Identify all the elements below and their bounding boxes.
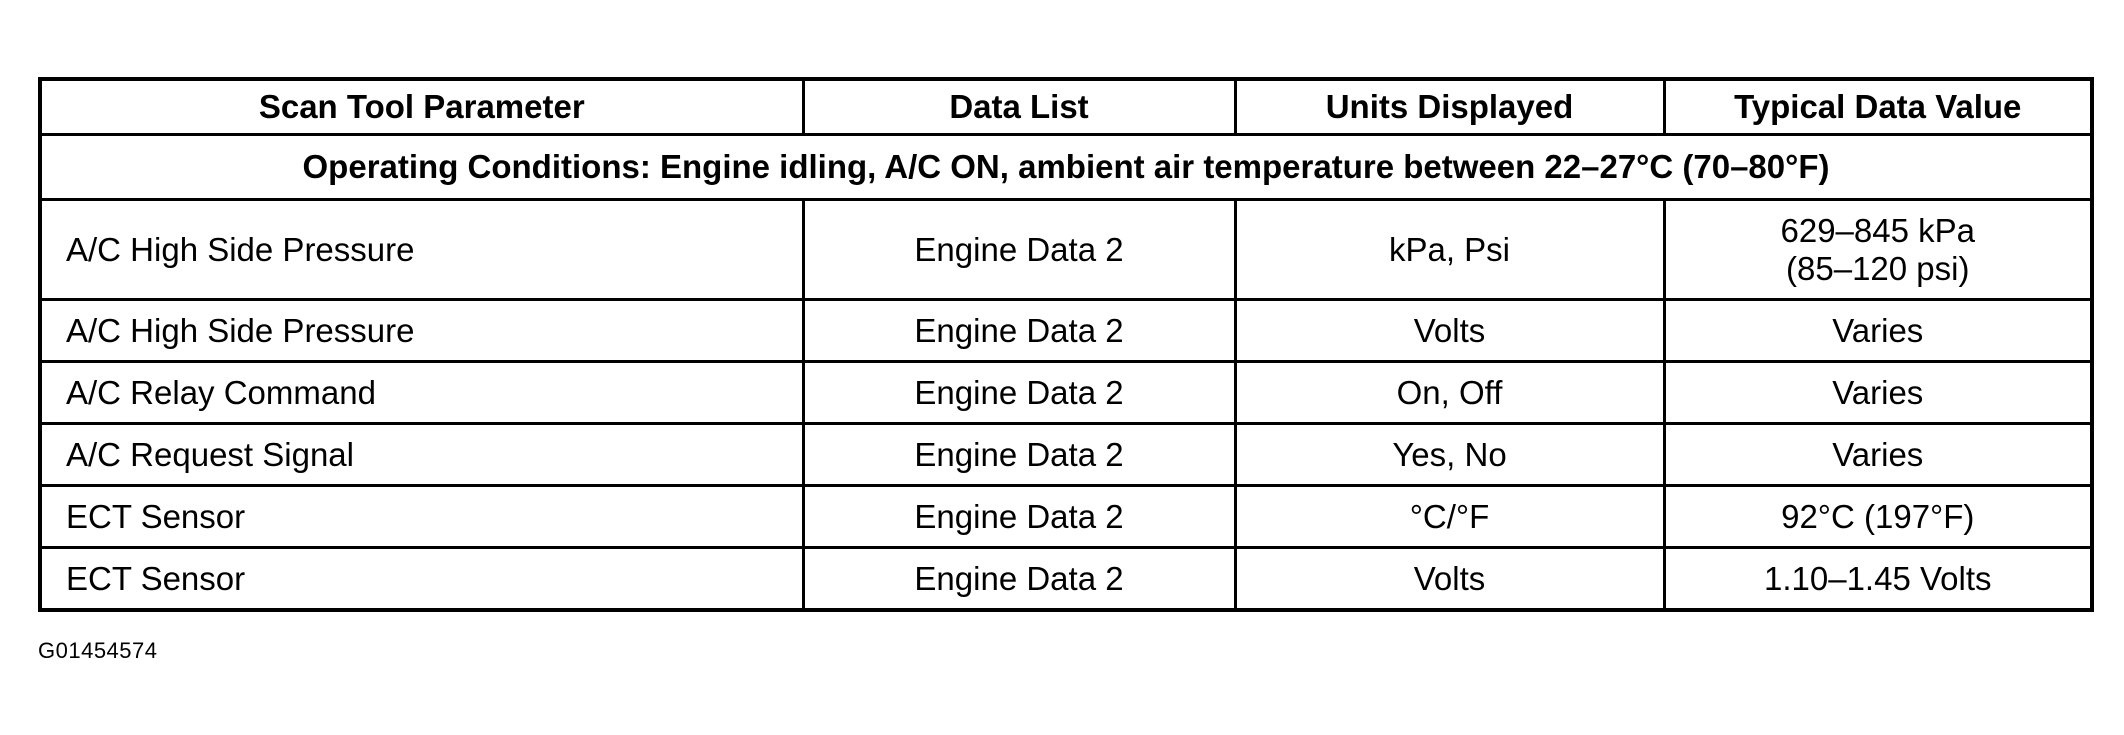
scan-tool-data-table (38, 77, 2094, 612)
table-row (40, 486, 2092, 548)
typical-value-line-2: (85–120 psi) (1786, 249, 1970, 287)
units-cell: Volts (1235, 548, 1664, 611)
table-row (40, 300, 2092, 362)
table-row (40, 424, 2092, 486)
header-data-list: Data List (803, 79, 1235, 135)
units-cell: °C/°F (1235, 486, 1664, 548)
typical-value-cell: 1.10–1.45 Volts (1664, 548, 2092, 611)
parameter-cell: ECT Sensor (40, 548, 803, 611)
table-row (40, 548, 2092, 611)
typical-value-cell: 92°C (197°F) (1664, 486, 2092, 548)
typical-value-cell: Varies (1664, 424, 2092, 486)
header-scan-tool-parameter: Scan Tool Parameter (40, 79, 803, 135)
table-body (40, 135, 2092, 611)
typical-value-line-1: 629–845 kPa (1780, 211, 1975, 249)
table-row (40, 200, 2092, 300)
parameter-cell: A/C High Side Pressure (40, 200, 803, 300)
data-list-cell: Engine Data 2 (803, 200, 1235, 300)
typical-value-cell: Varies (1664, 362, 2092, 424)
parameter-cell: ECT Sensor (40, 486, 803, 548)
figure-id: G01454574 (38, 638, 158, 663)
table-row (40, 362, 2092, 424)
header-row (40, 79, 2092, 135)
data-list-cell: Engine Data 2 (803, 548, 1235, 611)
table-header (40, 79, 2092, 135)
operating-conditions-row (40, 135, 2092, 200)
data-list-cell: Engine Data 2 (803, 424, 1235, 486)
data-list-cell: Engine Data 2 (803, 362, 1235, 424)
operating-conditions: Operating Conditions: Engine idling, A/C ON, ambient air temperature between 22–27°C (70–80°F) (40, 135, 2092, 200)
data-list-cell: Engine Data 2 (803, 300, 1235, 362)
typical-value-cell: Varies (1664, 300, 2092, 362)
units-cell: On, Off (1235, 362, 1664, 424)
header-typical-data-value: Typical Data Value (1664, 79, 2092, 135)
units-cell: Yes, No (1235, 424, 1664, 486)
data-list-cell: Engine Data 2 (803, 486, 1235, 548)
parameter-cell: A/C High Side Pressure (40, 300, 803, 362)
units-cell: Volts (1235, 300, 1664, 362)
units-cell: kPa, Psi (1235, 200, 1664, 300)
parameter-cell: A/C Request Signal (40, 424, 803, 486)
typical-value-cell (1664, 200, 2092, 300)
parameter-cell: A/C Relay Command (40, 362, 803, 424)
header-units-displayed: Units Displayed (1235, 79, 1664, 135)
